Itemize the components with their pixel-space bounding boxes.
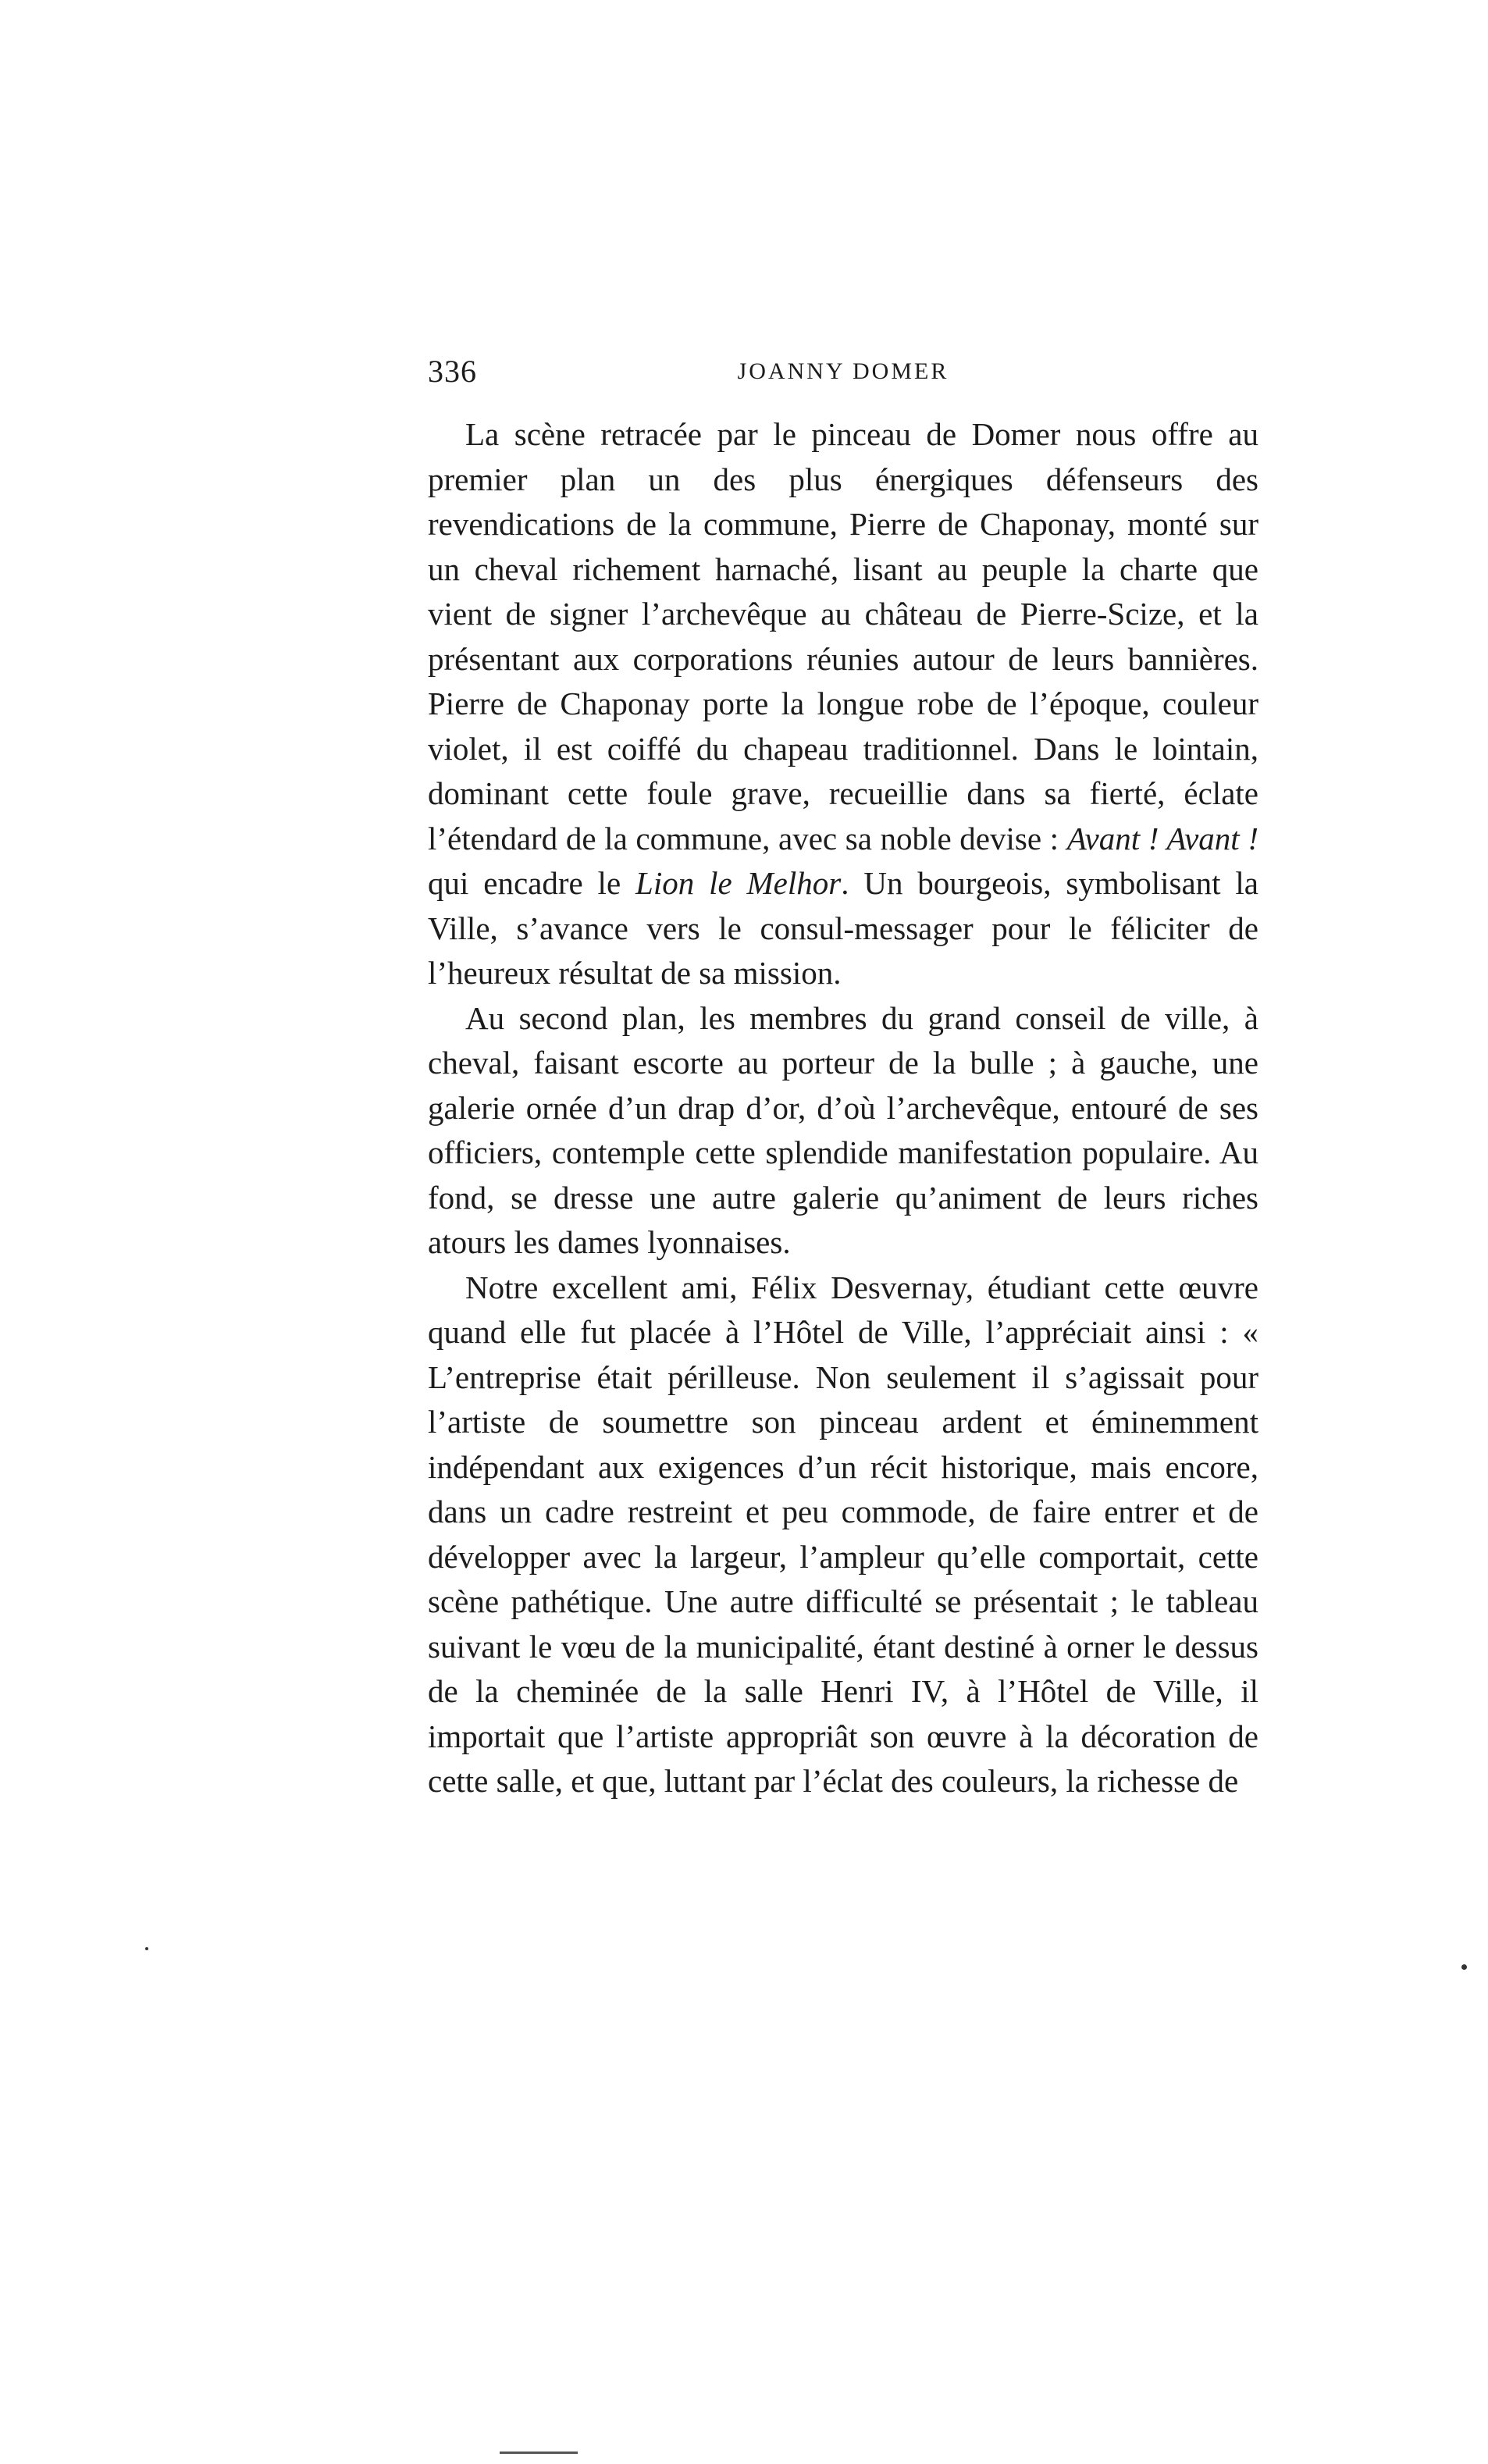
paragraph-1-text-a: La scène retracée par le pinceau de Domer nous offre au premier plan un des plus énergiques défenseurs des revendications de la commune, Pierre de Chaponay, monté sur un cheval richement harnaché, lisant au peuple la charte que vient de signer l’archevêque au château de Pierre-Scize, et la présentant aux corporations réunies autour de leurs bannières. Pierre de Chaponay porte la longue robe de l’époque, couleur violet, il est coiffé du chapeau traditionnel. Dans le lointain, dominant cette foule grave, recueillie dans sa fierté, éclate l’étendard de la commune, avec sa noble devise : (428, 416, 1258, 856)
lion-name-italic: Lion le Melhor (635, 865, 842, 901)
paragraph-1 (428, 412, 1258, 996)
paragraph-3: Notre excellent ami, Félix Desvernay, étudiant cette œuvre quand elle fut placée à l’Hôtel de Ville, l’appréciait ainsi : « L’entreprise était périlleuse. Non seulement il s’agissait pour l’artiste de soumettre son pinceau ardent et éminemment indépendant aux exigences d’un récit historique, mais encore, dans un cadre restreint et peu commode, de faire entrer et de développer avec la largeur, l’ampleur qu’elle comportait, cette scène pathétique. Une autre difficulté se présentait ; le tableau suivant le vœu de la municipalité, étant destiné à orner le dessus de la cheminée de la salle Henri IV, à l’Hôtel de Ville, il importait que l’artiste appropriât son œuvre à la décoration de cette salle, et que, luttant par l’éclat des couleurs, la richesse de (428, 1269, 1258, 1799)
running-head: JOANNY DOMER (737, 358, 949, 384)
scan-edge-mark (500, 2452, 578, 2454)
paragraph-1-text-b: qui encadre le (428, 865, 636, 901)
page-header (428, 348, 1258, 395)
page-number: 336 (428, 354, 477, 389)
body-text (428, 412, 1258, 1804)
paragraph-2: Au second plan, les membres du grand conseil de ville, à cheval, faisant escorte au porteur de la bulle ; à gauche, une galerie ornée d’un drap d’or, d’où l’archevêque, entouré de ses officiers, contemple cette splendide manifestation populaire. Au fond, se dresse une autre galerie qu’animent de leurs riches atours les dames lyonnaises. (428, 999, 1258, 1260)
scan-speck (145, 1947, 148, 1950)
motto-italic: Avant ! Avant ! (1066, 820, 1258, 856)
paragraph-1-text-c: . Un bourgeois, symbolisant la Ville, s’avance vers le consul-messager pour le féliciter de l’heureux résultat de sa mission. (428, 865, 1258, 991)
scan-speck (1461, 1964, 1467, 1970)
